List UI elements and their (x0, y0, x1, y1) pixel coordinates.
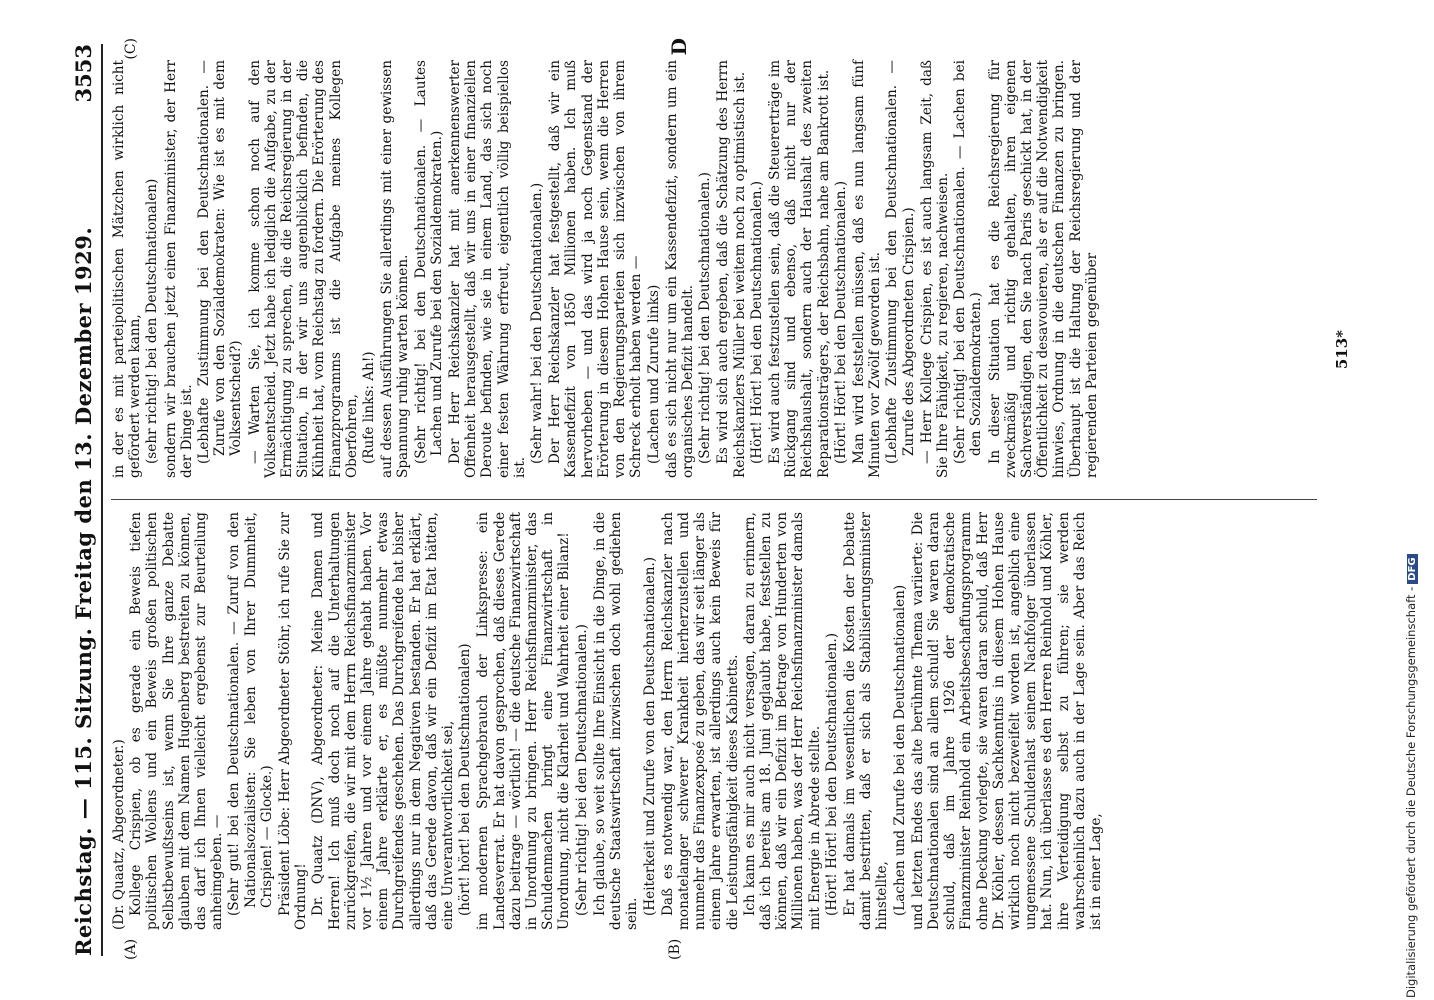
margin-mark-b: (B) (667, 938, 683, 960)
paragraph: Präsident Löbe: Herr Abgeordneter Stöhr, ich rufe Sie zur Ordnung! (277, 512, 310, 930)
paragraph: Er hat damals im wesentlichen die Kosten der Debatte damit bestritten, daß er sich als Stabilisierungsminister hinstellte, (841, 512, 891, 930)
paragraph: Es wird sich auch ergeben, daß die Schätzung des Herrn Reichskanzlers Müller bei weitem noch zu optimistisch ist. (715, 60, 748, 478)
paragraph: im modernen Sprachgebrauch der Linkspresse: ein Landesverrat. Er hat davon gesprochen, daß dieses Gerede dazu beitrage — wörtlich! — die deutsche Finanzwirtschaft in Unordnung zu bringen. Herr Reichsfinanzminister, das Schuldenmachen bringt eine Finanzwirtschaft in Unordnung, nicht die Klarheit und Wahrheit einer Bilanz! (475, 512, 573, 930)
paragraph: und letzten Endes das alte berühmte Thema variierte: Die Deutschnationalen sind an allem schuld! Sie waren daran schuld, daß im Jahre 1926 der demokratische Finanzminister Reinhold ein Arbeitsbeschaffungsprogramm ohne Deckung vorlegte, sie waren daran schuld, daß Herr Dr. Köhler, dessen Sachkenntnis in diesem Hohen Hause wirklich noch nicht bezweifelt worden ist, angeblich eine ungemessene Schuldenlast seinem Nachfolger überlassen hat. Nun, ich überlasse es den Herren Reinhold und Köhler, ihre Verteidigung selbst zu führen; sie werden wahrscheinlich dazu auch in der Lage sein. Aber das Reich ist in einer Lage, (909, 512, 1104, 930)
interjection: (Hört! Hört! bei den Deutschnationalen.) (748, 180, 765, 464)
margin-mark-c: (C) (123, 38, 139, 60)
interjection: (hört! hört! bei den Deutschnationalen) (457, 643, 474, 916)
paragraph: Der Herr Reichskanzler hat festgestellt, daß wir ein Kassendefizit von 1850 Millionen haben. Ich muß hervorheben — und das wird ja noch Gegenstand der Erörterung in diesem Hohen Hause sein, wenn die Herren von den Regierungsparteien sich inzwischen von ihrem Schreck erholt haben werden — (547, 60, 645, 478)
left-column (111, 512, 1317, 930)
interjection: (Lachen und Zurufe bei den Deutschnationalen) (891, 584, 908, 916)
paragraph: Kollege Crispien, ob es gerade ein Beweis tiefen politischen Wollens und ein Beweis großen politischen Selbstbewußtseins ist, wenn Sie Ihre ganze Debatte glauben mit dem Namen Hugenberg bestreiten zu können, das darf ich Ihnen vielleicht ergebenst zur Beurteilung anheimgeben. — (128, 512, 226, 930)
running-head: Reichstag. — 115. Sitzung. Freitag den 13. Dezember 1929. (71, 226, 96, 956)
interjection: (sehr richtig! bei den Deutschnationalen) (144, 178, 161, 464)
paragraph: in der es mit parteipolitischen Mätzchen wirklich nicht gefördert werden kann, (111, 60, 144, 478)
paragraph: (Dr. Quaatz, Abgeordneter.) (111, 739, 127, 930)
margin-mark-a: (A) (123, 938, 139, 960)
paragraph: — Herr Kollege Crispien, es ist auch langsam Zeit, daß Sie Ihre Fähigkeit, zu regieren, nachweisen. (918, 60, 951, 478)
paragraph: Ich kann es mir auch nicht versagen, daran zu erinnern, daß ich bereits am 18. Juni geglaubt habe, feststellen zu können, daß wir ein Defizit im Betrage von Hunderten von Millionen haben, was der Herr Reichsfinanzminister damals mit Energie in Abrede stellte. (741, 512, 823, 930)
paragraph: Ich glaube, so weit sollte Ihre Einsicht in die Dinge, in die deutsche Staatswirtschaft inzwischen doch wohl gediehen sein. (591, 512, 641, 930)
digitization-credit (1404, 438, 1428, 998)
paragraph: Dr. Quaatz (DNV), Abgeordneter: Meine Damen und Herren! Ich muß doch noch auf die Unterhaltungen zurückgreifen, die wir mit dem Herrn Reichsfinanzminister vor 1½ Jahren und vor einem Jahre gehabt haben. Vor einem Jahre erklärte er, es müßte nunmehr etwas Durchgreifendes geschehen. Das Durchgreifende hat bisher allerdings nur in dem Negativen bestanden. Er hat erklärt, daß das Gerede davon, daß wir ein Defizit im Etat hätten, eine Unverantwortlichkeit sei, (310, 512, 457, 930)
interjection: (Lachen und Zurufe links) (645, 284, 662, 464)
interjection: (Sehr richtig! bei den Deutschnationalen. — Lachen bei den Sozialdemokraten.) (952, 60, 985, 464)
rotated-document-page (57, 30, 1377, 970)
page-header (67, 44, 103, 956)
interjection: (Sehr wahr! bei den Deutschnationalen.) (529, 182, 546, 464)
paragraph: Man wird feststellen müssen, daß es nun langsam fünf Minuten vor Zwölf geworden ist. (850, 60, 884, 478)
dfg-logo: DFG (1407, 554, 1418, 583)
interjection: (Hört! Hört! bei den Deutschnationalen.) (823, 632, 840, 916)
interjection: (Lebhafte Zustimmung bei den Deutschnationalen. — Zurufe des Abgeordneten Crispien.) (884, 60, 917, 464)
column-divider (111, 499, 1317, 500)
right-column (111, 60, 1317, 478)
paragraph: In dieser Situation hat es die Reichsregierung für zweckmäßig und richtig gehalten, ihren eigenen Sachverständigen, den Sie nach Paris geschickt hat, in der Öffentlichkeit zu desavouieren, als er auf die Notwendigkeit hinwies, Ordnung in die deutschen Finanzen zu bringen. Überhaupt ist die Haltung der Reichsregierung und der regierenden Parteien gegenüber (986, 60, 1100, 478)
interjection: (Lebhafte Zustimmung bei den Deutschnationalen. — Zurufe von den Sozialdemokraten: Wie ist es mit dem Volksentscheid?) (196, 60, 245, 464)
interjection: (Rufe links: Ah!) (361, 351, 378, 464)
paragraph: auf dessen Ausführungen Sie allerdings mit einer gewissen Spannung ruhig warten können. (379, 60, 412, 478)
interjection: (Sehr richtig! bei den Deutschnationalen.) (573, 624, 590, 916)
signature-mark: 513* (1333, 330, 1351, 370)
page-number: 3553 (71, 44, 96, 103)
credit-text: Digitalisierung gefördert durch die Deutsche Forschungsgemeinschaft - (1404, 586, 1418, 998)
paragraph: daß es sich nicht nur um ein Kassendefizit, sondern um ein organisches Defizit handelt. (663, 60, 696, 478)
interjection: (Sehr richtig! bei den Deutschnationalen. — Lautes Lachen und Zurufe bei den Sozialdemokraten.) (412, 60, 445, 464)
paragraph: — Warten Sie, ich komme schon noch auf den Volksentscheid. Jetzt habe ich lediglich die Aufgabe, zu der Ermächtigung zu sprechen, die die Reichsregierung in der Situation, in der wir uns augenblicklich befinden, die Kühnheit hat, vom Reichstag zu fordern. Die Erörterung des Finanzprogramms ist die Aufgabe meines Kollegen Oberfohren, (246, 60, 360, 478)
interjection: (Sehr gut! bei den Deutschnationalen. — Zuruf von den Nationalsozialisten: Sie leben von Ihrer Dummheit, Crispien! — Glocke.) (226, 512, 275, 916)
paragraph: Der Herr Reichskanzler hat mit anerkennenswerter Offenheit herausgestellt, daß wir uns in einer finanziellen Deroute befinden, wie sie in einem Land, das sich noch einer festen Währung erfreut, eigentlich völlig beispiellos ist. (447, 60, 528, 478)
interjection: (Sehr richtig! bei den Deutschnationalen.) (697, 172, 714, 464)
interjection: (Hört! Hört! bei den Deutschnationalen.) (832, 180, 849, 464)
paragraph: Daß es notwendig war, den Herrn Reichskanzler nach monatelanger schwerer Krankheit hierherzustellen und nunmehr das Finanzexposé zu geben, das wir seit länger als einem Jahre erwarten, ist allerdings auch kein Beweis für die Leistungsfähigkeit dieses Kabinetts. (659, 512, 741, 930)
paragraph: Es wird auch festzustellen sein, daß die Steuererträge im Rückgang sind und ebenso, daß nicht nur der Reichshaushalt, sondern auch der Haushalt des zweiten Reparationsträgers, der Reichsbahn, nahe am Bankrott ist. (766, 60, 832, 478)
interjection: (Heiterkeit und Zurufe von den Deutschnationalen.) (641, 556, 658, 916)
margin-mark-d: D (667, 38, 691, 56)
paragraph: sondern wir brauchen jetzt einen Finanzminister, der Herr der Dinge ist. (162, 60, 195, 478)
